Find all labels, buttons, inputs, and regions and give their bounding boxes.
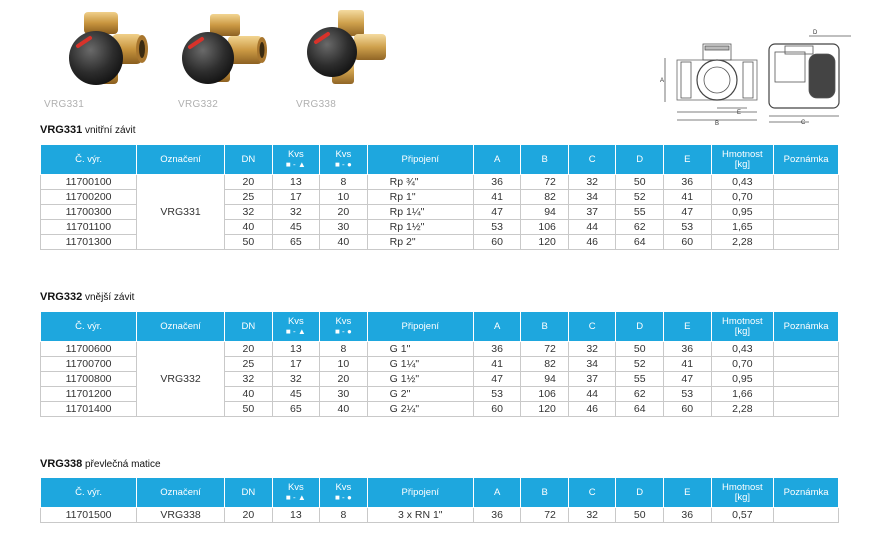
col-header-c: C [568,312,616,342]
col-header-c: C [568,478,616,508]
col-header-kvs1: Kvs ■ - ▲ [272,478,320,508]
cell-weight: 0,70 [711,357,774,372]
col-header-designation: Označení [137,312,225,342]
cell-b: 120 [521,235,569,250]
col-header-kvs2: Kvs ■ - ● [320,478,368,508]
cell-b: 72 [521,175,569,190]
cell-connection: G 2¼" [367,402,473,417]
cell-weight: 0,57 [711,508,774,523]
cell-code: 11700200 [41,190,137,205]
cell-designation: VRG338 [137,508,225,523]
cell-kvs1: 32 [272,372,320,387]
cell-e: 53 [663,220,711,235]
cell-a: 41 [473,357,521,372]
cell-d: 50 [616,342,664,357]
col-header-kvs1: Kvs ■ - ▲ [272,145,320,175]
cell-code: 11700600 [41,342,137,357]
col-header-weight: Hmotnost [kg] [711,312,774,342]
cell-weight: 0,43 [711,175,774,190]
cell-note [774,235,839,250]
spec-table-vrg331 [40,144,839,250]
cell-connection: G 2" [367,387,473,402]
cell-note [774,372,839,387]
cell-connection: 3 x RN 1" [367,508,473,523]
cell-kvs2: 10 [320,357,368,372]
cell-e: 41 [663,357,711,372]
cell-dn: 25 [225,357,273,372]
cell-weight: 0,70 [711,190,774,205]
col-header-b: B [521,312,569,342]
kvs-flow-symbol: ■ - ▲ [285,326,306,336]
dimension-drawing [655,28,855,126]
cell-e: 53 [663,387,711,402]
col-header-a: A [473,312,521,342]
cell-d: 64 [616,402,664,417]
col-header-weight: Hmotnost [kg] [711,478,774,508]
cell-c: 32 [568,175,616,190]
cell-d: 50 [616,508,664,523]
spec-table-vrg332 [40,311,839,417]
col-header-kvs2: Kvs ■ - ● [320,312,368,342]
col-header-code: Č. výr. [41,145,137,175]
cell-d: 62 [616,387,664,402]
cell-weight: 0,95 [711,372,774,387]
col-header-d: D [616,145,664,175]
cell-kvs2: 20 [320,205,368,220]
cell-code: 11701400 [41,402,137,417]
cell-kvs1: 45 [272,387,320,402]
product-image-vrg338 [292,6,392,100]
cell-d: 52 [616,190,664,205]
cell-c: 37 [568,205,616,220]
col-header-code: Č. výr. [41,312,137,342]
cell-kvs2: 30 [320,387,368,402]
section-title [40,458,161,470]
cell-c: 44 [568,220,616,235]
cell-e: 60 [663,235,711,250]
cell-dn: 20 [225,175,273,190]
cell-kvs1: 13 [272,342,320,357]
cell-c: 44 [568,387,616,402]
cell-dn: 50 [225,235,273,250]
kvs-flow-symbol: ■ - ▲ [285,159,306,169]
cell-a: 36 [473,508,521,523]
cell-code: 11700800 [41,372,137,387]
product-caption: VRG332 [178,99,219,110]
cell-e: 36 [663,175,711,190]
col-header-kvs1: Kvs ■ - ▲ [272,312,320,342]
product-caption: VRG338 [296,99,337,110]
section-subtitle: převlečná matice [84,459,161,470]
cell-kvs2: 10 [320,190,368,205]
cell-note [774,190,839,205]
cell-note [774,342,839,357]
col-header-a: A [473,145,521,175]
kvs-flow-symbol: ■ - ● [335,492,352,502]
col-header-e: E [663,312,711,342]
dimension-label-a: A [660,78,665,84]
col-header-dn: DN [225,478,273,508]
col-header-b: B [521,145,569,175]
cell-designation: VRG331 [137,175,225,250]
col-header-connection: Připojení [367,145,473,175]
kvs-flow-symbol: ■ - ● [335,159,352,169]
cell-kvs1: 45 [272,220,320,235]
cell-note [774,387,839,402]
cell-a: 41 [473,190,521,205]
cell-kvs1: 65 [272,402,320,417]
dimension-label-c: C [801,120,806,126]
cell-b: 72 [521,342,569,357]
cell-note [774,175,839,190]
section-title [40,124,136,136]
cell-weight: 1,65 [711,220,774,235]
cell-connection: Rp ¾" [367,175,473,190]
col-header-a: A [473,478,521,508]
cell-b: 120 [521,402,569,417]
cell-kvs1: 32 [272,205,320,220]
cell-connection: Rp 1¼" [367,205,473,220]
section-subtitle: vnitřní závit [84,125,136,136]
cell-b: 82 [521,190,569,205]
cell-dn: 32 [225,205,273,220]
cell-dn: 40 [225,220,273,235]
cell-a: 53 [473,387,521,402]
product-image-vrg331 [56,6,156,100]
cell-a: 60 [473,402,521,417]
cell-connection: G 1¼" [367,357,473,372]
cell-kvs2: 30 [320,220,368,235]
cell-d: 50 [616,175,664,190]
cell-e: 41 [663,190,711,205]
cell-kvs2: 40 [320,402,368,417]
cell-b: 82 [521,357,569,372]
col-header-note: Poznámka [774,478,839,508]
cell-c: 37 [568,372,616,387]
cell-d: 62 [616,220,664,235]
dimension-label-e: E [737,110,742,116]
cell-dn: 40 [225,387,273,402]
cell-kvs1: 65 [272,235,320,250]
section-title [40,291,134,303]
product-image-vrg332 [172,6,272,100]
col-header-code: Č. výr. [41,478,137,508]
col-header-dn: DN [225,145,273,175]
section-model: VRG331 [40,124,83,136]
cell-kvs1: 17 [272,357,320,372]
cell-e: 36 [663,508,711,523]
cell-c: 32 [568,508,616,523]
table-header-row [41,145,839,175]
table-row [41,342,839,357]
cell-a: 53 [473,220,521,235]
cell-connection: Rp 1" [367,190,473,205]
cell-code: 11701300 [41,235,137,250]
col-header-connection: Připojení [367,312,473,342]
cell-code: 11700700 [41,357,137,372]
col-header-weight: Hmotnost [kg] [711,145,774,175]
section-model: VRG332 [40,291,83,303]
cell-d: 64 [616,235,664,250]
col-header-e: E [663,145,711,175]
cell-connection: Rp 1½" [367,220,473,235]
cell-a: 36 [473,175,521,190]
cell-kvs2: 8 [320,342,368,357]
cell-d: 55 [616,372,664,387]
cell-code: 11701100 [41,220,137,235]
cell-code: 11700100 [41,175,137,190]
col-header-designation: Označení [137,478,225,508]
cell-weight: 0,95 [711,205,774,220]
cell-dn: 25 [225,190,273,205]
col-header-b: B [521,478,569,508]
dimension-label-d: D [813,30,818,36]
cell-c: 46 [568,402,616,417]
col-header-dn: DN [225,312,273,342]
cell-kvs1: 13 [272,508,320,523]
table-row [41,508,839,523]
cell-b: 106 [521,220,569,235]
cell-d: 52 [616,357,664,372]
col-header-c: C [568,145,616,175]
cell-connection: Rp 2" [367,235,473,250]
cell-a: 36 [473,342,521,357]
cell-weight: 1,66 [711,387,774,402]
cell-designation: VRG332 [137,342,225,417]
cell-dn: 32 [225,372,273,387]
section-subtitle: vnější závit [84,292,135,303]
cell-e: 47 [663,372,711,387]
table-header-row [41,478,839,508]
cell-dn: 50 [225,402,273,417]
cell-connection: G 1" [367,342,473,357]
col-header-d: D [616,478,664,508]
cell-e: 36 [663,342,711,357]
table-header-row [41,312,839,342]
cell-b: 72 [521,508,569,523]
cell-b: 94 [521,205,569,220]
cell-note [774,205,839,220]
section-model: VRG338 [40,458,83,470]
cell-b: 94 [521,372,569,387]
cell-d: 55 [616,205,664,220]
cell-note [774,508,839,523]
cell-connection: G 1½" [367,372,473,387]
cell-kvs1: 13 [272,175,320,190]
cell-note [774,220,839,235]
cell-c: 34 [568,190,616,205]
product-caption: VRG331 [44,99,85,110]
cell-note [774,402,839,417]
col-header-designation: Označení [137,145,225,175]
col-header-note: Poznámka [774,145,839,175]
col-header-e: E [663,478,711,508]
cell-note [774,357,839,372]
cell-weight: 0,43 [711,342,774,357]
cell-c: 34 [568,357,616,372]
cell-a: 47 [473,205,521,220]
cell-code: 11700300 [41,205,137,220]
cell-c: 32 [568,342,616,357]
cell-dn: 20 [225,508,273,523]
cell-weight: 2,28 [711,402,774,417]
cell-kvs2: 8 [320,175,368,190]
col-header-note: Poznámka [774,312,839,342]
cell-b: 106 [521,387,569,402]
spec-table-vrg338 [40,477,839,523]
cell-a: 47 [473,372,521,387]
col-header-connection: Připojení [367,478,473,508]
col-header-kvs2: Kvs ■ - ● [320,145,368,175]
dimension-label-b: B [715,121,720,126]
cell-dn: 20 [225,342,273,357]
cell-c: 46 [568,235,616,250]
col-header-d: D [616,312,664,342]
kvs-flow-symbol: ■ - ▲ [285,492,306,502]
cell-kvs2: 20 [320,372,368,387]
kvs-flow-symbol: ■ - ● [335,326,352,336]
table-row [41,175,839,190]
cell-kvs2: 40 [320,235,368,250]
cell-a: 60 [473,235,521,250]
cell-kvs1: 17 [272,190,320,205]
cell-e: 60 [663,402,711,417]
cell-code: 11701500 [41,508,137,523]
cell-e: 47 [663,205,711,220]
cell-kvs2: 8 [320,508,368,523]
cell-code: 11701200 [41,387,137,402]
cell-weight: 2,28 [711,235,774,250]
